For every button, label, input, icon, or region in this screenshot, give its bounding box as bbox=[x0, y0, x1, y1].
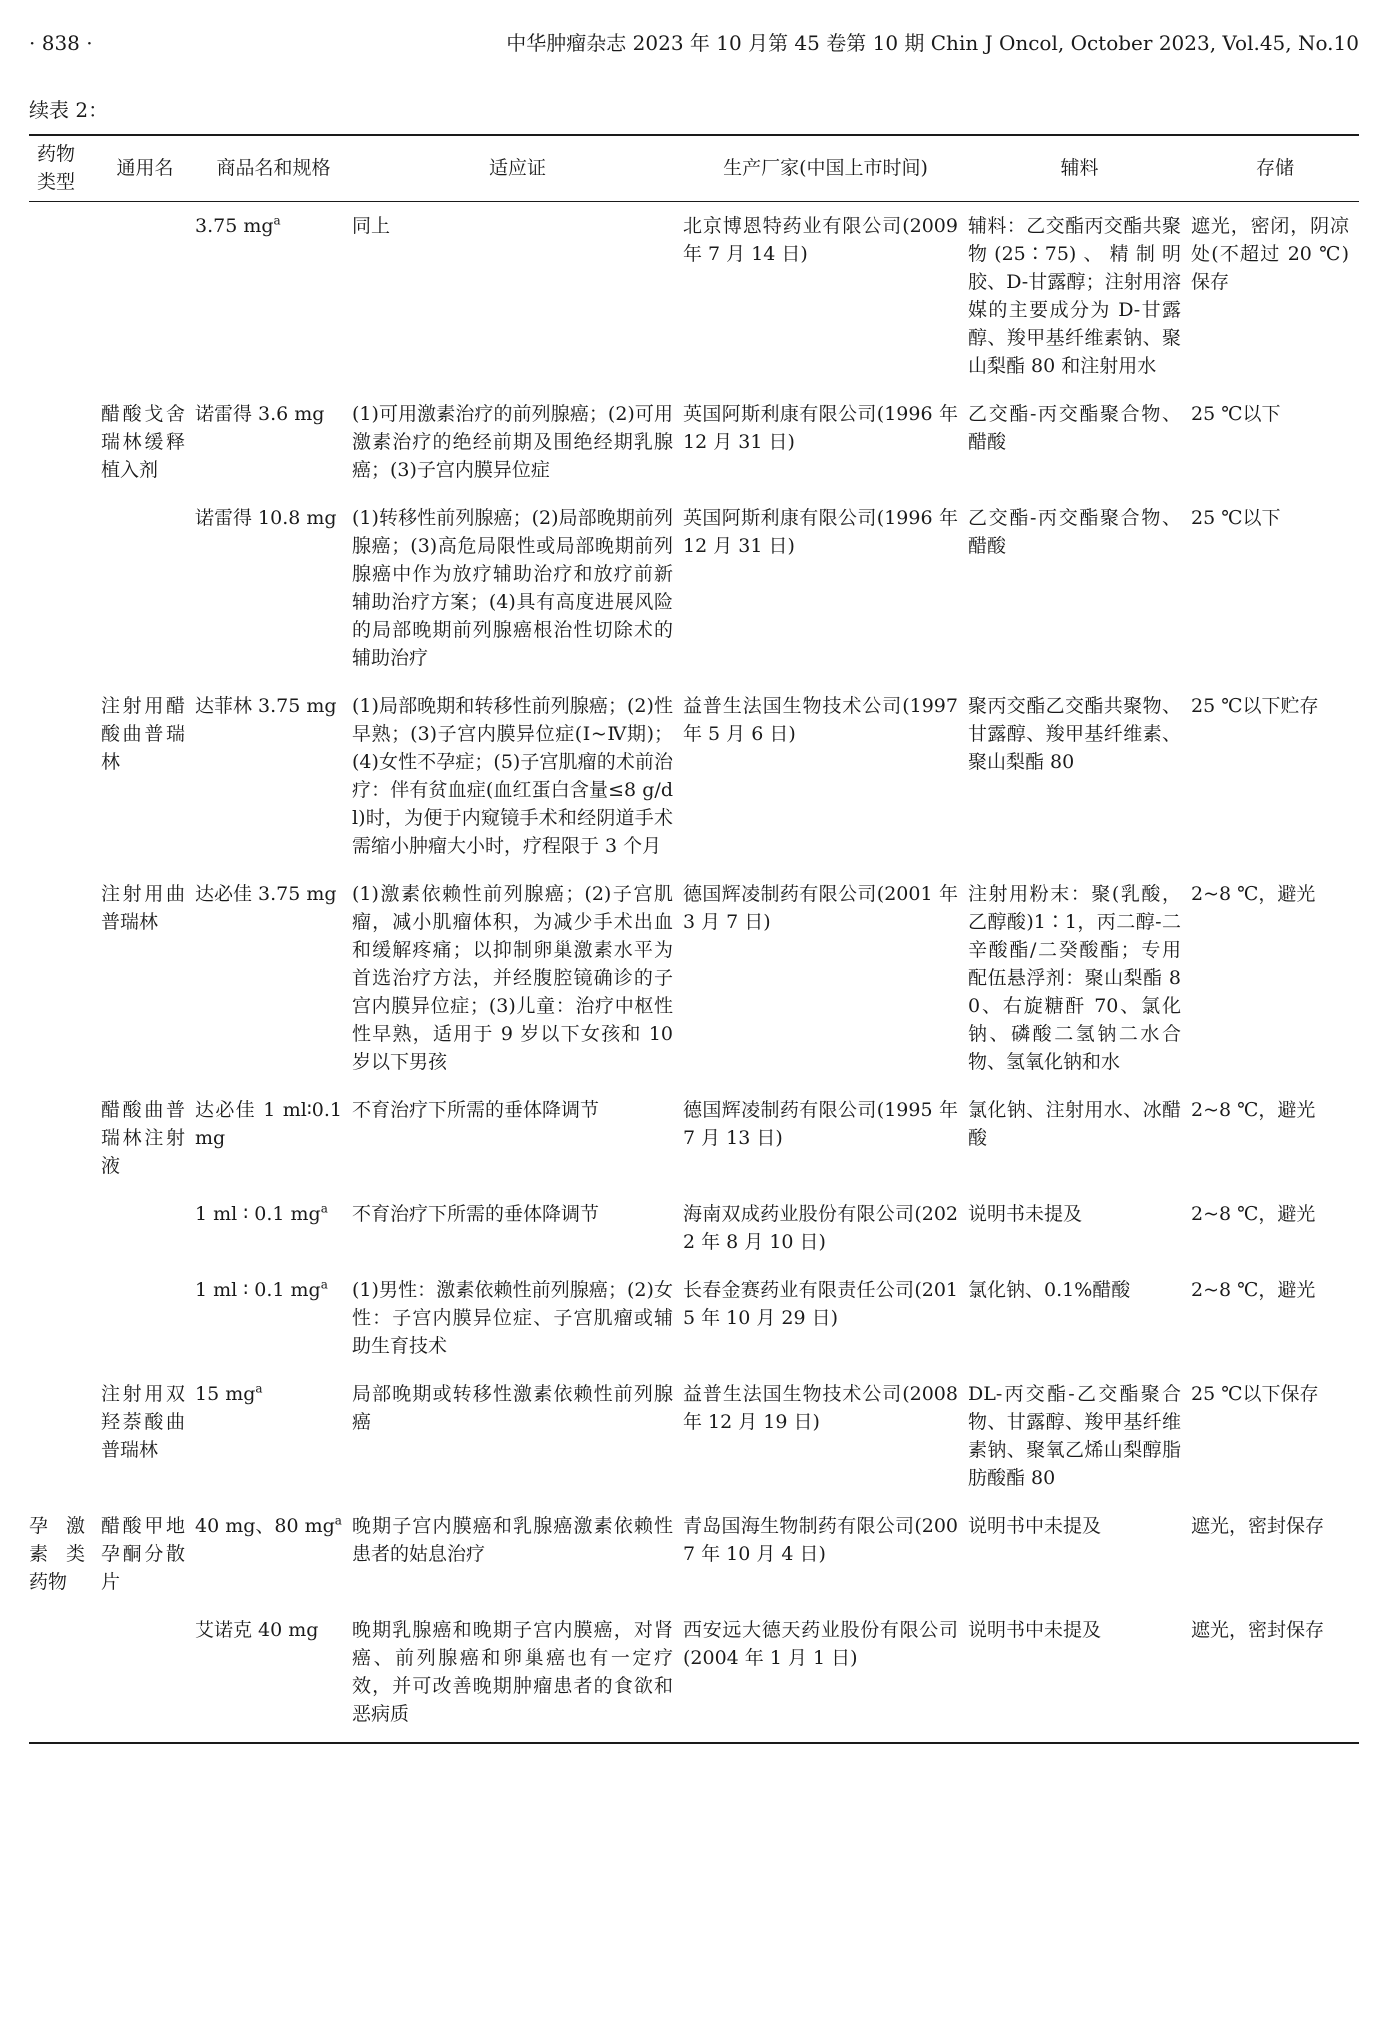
cell-manufacturer bbox=[683, 1266, 968, 1370]
cell-indication-text: 同上 bbox=[352, 214, 391, 237]
cell-manufacturer-text: 德国辉凌制药有限公司(2001 年 3 月 7 日) bbox=[683, 882, 958, 933]
cell-manufacturer-text: 德国辉凌制药有限公司(1995 年 7 月 13 日) bbox=[683, 1098, 958, 1149]
cell-drug-type bbox=[29, 1266, 95, 1370]
cell-storage-text: 遮光，密封保存 bbox=[1191, 1514, 1325, 1537]
cell-storage bbox=[1191, 1190, 1359, 1266]
cell-excipients bbox=[968, 1370, 1191, 1502]
cell-generic-name-text: 醋酸甲地孕酮分散片 bbox=[101, 1514, 185, 1593]
cell-manufacturer bbox=[683, 682, 968, 870]
cell-drug-type bbox=[29, 1606, 95, 1743]
cell-manufacturer bbox=[683, 201, 968, 390]
cell-storage-text: 2~8 ℃，避光 bbox=[1191, 1278, 1316, 1301]
cell-generic-name bbox=[95, 1086, 195, 1190]
cell-generic-name-text: 醋酸曲普瑞林注射液 bbox=[101, 1098, 185, 1177]
cell-manufacturer bbox=[683, 1370, 968, 1502]
cell-indication bbox=[352, 201, 683, 390]
cell-brand-spec bbox=[195, 201, 352, 390]
cell-indication bbox=[352, 1370, 683, 1502]
cell-brand-spec-text: 15 mg bbox=[195, 1382, 256, 1405]
cell-drug-type bbox=[29, 201, 95, 390]
cell-manufacturer-text: 益普生法国生物技术公司(1997 年 5 月 6 日) bbox=[683, 694, 958, 745]
footnote-marker: a bbox=[334, 1513, 342, 1528]
cell-excipients-text: 乙交酯-丙交酯聚合物、醋酸 bbox=[968, 402, 1181, 453]
cell-generic-name-text: 注射用醋酸曲普瑞林 bbox=[101, 694, 185, 773]
cell-storage-text: 遮光，密闭，阴凉处(不超过 20 ℃)保存 bbox=[1191, 214, 1349, 293]
cell-excipients-text: 乙交酯-丙交酯聚合物、醋酸 bbox=[968, 506, 1181, 557]
cell-brand-spec-text: 3.75 mg bbox=[195, 214, 274, 237]
cell-storage-text: 2~8 ℃，避光 bbox=[1191, 1098, 1316, 1121]
cell-indication-text: (1)激素依赖性前列腺癌；(2)子宫肌瘤，减小肌瘤体积，为减少手术出血和缓解疼痛；以抑制卵巢激素水平为首选治疗方法，并经腹腔镜确诊的子宫内膜异位症；(3)儿童：治疗中枢性性早熟，适用于 9 岁以下女孩和 10 岁以下男孩 bbox=[352, 882, 673, 1073]
cell-manufacturer bbox=[683, 1606, 968, 1743]
header-excipients: 辅料 bbox=[968, 135, 1191, 201]
cell-excipients bbox=[968, 494, 1191, 682]
table-row bbox=[29, 390, 1359, 494]
table-row bbox=[29, 1190, 1359, 1266]
cell-brand-spec bbox=[195, 682, 352, 870]
cell-generic-name-text: 注射用双羟萘酸曲普瑞林 bbox=[101, 1382, 185, 1461]
cell-storage bbox=[1191, 1266, 1359, 1370]
journal-citation: 中华肿瘤杂志 2023 年 10 月第 45 卷第 10 期 Chin J Oncol, October 2023, Vol.45, No.10 bbox=[506, 31, 1359, 55]
cell-indication bbox=[352, 1190, 683, 1266]
cell-drug-type bbox=[29, 870, 95, 1086]
cell-drug-type bbox=[29, 682, 95, 870]
cell-excipients bbox=[968, 1086, 1191, 1190]
cell-brand-spec-text: 诺雷得 10.8 mg bbox=[195, 506, 337, 529]
cell-brand-spec bbox=[195, 1266, 352, 1370]
cell-manufacturer-text: 西安远大德天药业股份有限公司(2004 年 1 月 1 日) bbox=[683, 1618, 958, 1669]
cell-storage-text: 2~8 ℃，避光 bbox=[1191, 1202, 1316, 1225]
cell-indication-text: (1)可用激素治疗的前列腺癌；(2)可用激素治疗的绝经前期及围绝经期乳腺癌；(3)子宫内膜异位症 bbox=[352, 402, 673, 481]
cell-drug-type bbox=[29, 494, 95, 682]
cell-generic-name-text: 醋酸戈舍瑞林缓释植入剂 bbox=[101, 402, 185, 481]
cell-indication bbox=[352, 390, 683, 494]
header-brand-spec: 商品名和规格 bbox=[195, 135, 352, 201]
footnote-marker: a bbox=[320, 1201, 328, 1216]
cell-brand-spec bbox=[195, 1606, 352, 1743]
cell-indication bbox=[352, 1086, 683, 1190]
cell-indication-text: 不育治疗下所需的垂体降调节 bbox=[352, 1202, 600, 1225]
cell-excipients bbox=[968, 1190, 1191, 1266]
cell-excipients bbox=[968, 682, 1191, 870]
table-row bbox=[29, 201, 1359, 390]
cell-brand-spec-text: 1 ml ∶ 0.1 mg bbox=[195, 1202, 321, 1225]
cell-manufacturer-text: 青岛国海生物制药有限公司(2007 年 10 月 4 日) bbox=[683, 1514, 958, 1565]
cell-generic-name bbox=[95, 1606, 195, 1743]
cell-manufacturer-text: 海南双成药业股份有限公司(2022 年 8 月 10 日) bbox=[683, 1202, 958, 1253]
cell-storage bbox=[1191, 1606, 1359, 1743]
cell-storage bbox=[1191, 494, 1359, 682]
cell-manufacturer-text: 英国阿斯利康有限公司(1996 年 12 月 31 日) bbox=[683, 402, 958, 453]
cell-drug-type-text: 孕激素类药物 bbox=[29, 1514, 85, 1593]
page-header bbox=[29, 28, 1359, 58]
cell-excipients bbox=[968, 1266, 1191, 1370]
cell-storage-text: 遮光，密封保存 bbox=[1191, 1618, 1325, 1641]
cell-excipients-text: 氯化钠、0.1%醋酸 bbox=[968, 1278, 1131, 1301]
table-row bbox=[29, 1606, 1359, 1743]
table-row bbox=[29, 494, 1359, 682]
cell-excipients bbox=[968, 870, 1191, 1086]
cell-excipients-text: 说明书中未提及 bbox=[968, 1618, 1102, 1641]
cell-excipients-text: 说明书中未提及 bbox=[968, 1514, 1102, 1537]
cell-indication-text: 局部晚期或转移性激素依赖性前列腺癌 bbox=[352, 1382, 673, 1433]
cell-brand-spec-text: 达必佳 1 ml∶0.1 mg bbox=[195, 1098, 342, 1149]
cell-manufacturer bbox=[683, 494, 968, 682]
header-manufacturer: 生产厂家(中国上市时间) bbox=[683, 135, 968, 201]
cell-drug-type bbox=[29, 1502, 95, 1606]
cell-brand-spec bbox=[195, 1086, 352, 1190]
cell-brand-spec-text: 诺雷得 3.6 mg bbox=[195, 402, 325, 425]
cell-storage-text: 25 ℃以下 bbox=[1191, 506, 1281, 529]
cell-generic-name bbox=[95, 1502, 195, 1606]
cell-storage bbox=[1191, 201, 1359, 390]
cell-manufacturer bbox=[683, 1502, 968, 1606]
cell-generic-name bbox=[95, 1190, 195, 1266]
cell-indication-text: (1)转移性前列腺癌；(2)局部晚期前列腺癌；(3)高危局限性或局部晚期前列腺癌中作为放疗辅助治疗和放疗前新辅助治疗方案；(4)具有高度进展风险的局部晚期前列腺癌根治性切除术的辅助治疗 bbox=[352, 506, 673, 669]
cell-manufacturer-text: 长春金赛药业有限责任公司(2015 年 10 月 29 日) bbox=[683, 1278, 958, 1329]
cell-generic-name bbox=[95, 494, 195, 682]
cell-generic-name bbox=[95, 1266, 195, 1370]
cell-excipients bbox=[968, 1502, 1191, 1606]
table-row bbox=[29, 1086, 1359, 1190]
cell-storage-text: 2~8 ℃，避光 bbox=[1191, 882, 1316, 905]
cell-generic-name-text: 注射用曲普瑞林 bbox=[101, 882, 185, 933]
header-indication: 适应证 bbox=[352, 135, 683, 201]
cell-storage-text: 25 ℃以下 bbox=[1191, 402, 1281, 425]
cell-brand-spec bbox=[195, 1502, 352, 1606]
page-number: · 838 · bbox=[29, 31, 93, 55]
cell-storage bbox=[1191, 1370, 1359, 1502]
cell-indication-text: (1)男性：激素依赖性前列腺癌；(2)女性：子宫内膜异位症、子宫肌瘤或辅助生育技术 bbox=[352, 1278, 673, 1357]
cell-excipients-text: 氯化钠、注射用水、冰醋酸 bbox=[968, 1098, 1181, 1149]
table-caption: 续表 2： bbox=[29, 98, 109, 122]
cell-brand-spec bbox=[195, 390, 352, 494]
cell-indication-text: 晚期乳腺癌和晚期子宫内膜癌，对肾癌、前列腺癌和卵巢癌也有一定疗效，并可改善晚期肿瘤患者的食欲和恶病质 bbox=[352, 1618, 673, 1725]
cell-storage bbox=[1191, 1502, 1359, 1606]
cell-indication bbox=[352, 1502, 683, 1606]
cell-manufacturer-text: 英国阿斯利康有限公司(1996 年 12 月 31 日) bbox=[683, 506, 958, 557]
cell-manufacturer-text: 北京博恩特药业有限公司(2009 年 7 月 14 日) bbox=[683, 214, 958, 265]
cell-storage-text: 25 ℃以下保存 bbox=[1191, 1382, 1319, 1405]
cell-brand-spec-text: 40 mg、80 mg bbox=[195, 1514, 335, 1537]
cell-excipients bbox=[968, 201, 1191, 390]
cell-excipients bbox=[968, 1606, 1191, 1743]
cell-indication-text: 晚期子宫内膜癌和乳腺癌激素依赖性患者的姑息治疗 bbox=[352, 1514, 673, 1565]
cell-drug-type bbox=[29, 1086, 95, 1190]
cell-excipients-text: 说明书未提及 bbox=[968, 1202, 1083, 1225]
table-row bbox=[29, 870, 1359, 1086]
cell-generic-name bbox=[95, 390, 195, 494]
cell-generic-name bbox=[95, 870, 195, 1086]
footnote-marker: a bbox=[255, 1381, 263, 1396]
cell-brand-spec-text: 达菲林 3.75 mg bbox=[195, 694, 337, 717]
cell-excipients bbox=[968, 390, 1191, 494]
cell-indication bbox=[352, 682, 683, 870]
drug-table bbox=[29, 134, 1359, 1744]
cell-brand-spec-text: 艾诺克 40 mg bbox=[195, 1618, 319, 1641]
cell-excipients-text: 辅料：乙交酯丙交酯共聚物(25∶75)、精制明胶、D-甘露醇；注射用溶媒的主要成分为 D-甘露醇、羧甲基纤维素钠、聚山梨酯 80 和注射用水 bbox=[968, 214, 1181, 377]
cell-generic-name bbox=[95, 1370, 195, 1502]
table-body bbox=[29, 201, 1359, 1743]
cell-manufacturer-text: 益普生法国生物技术公司(2008 年 12 月 19 日) bbox=[683, 1382, 958, 1433]
cell-brand-spec bbox=[195, 870, 352, 1086]
cell-storage bbox=[1191, 1086, 1359, 1190]
cell-drug-type bbox=[29, 390, 95, 494]
cell-generic-name bbox=[95, 201, 195, 390]
cell-manufacturer bbox=[683, 870, 968, 1086]
cell-storage bbox=[1191, 390, 1359, 494]
cell-storage bbox=[1191, 870, 1359, 1086]
cell-storage-text: 25 ℃以下贮存 bbox=[1191, 694, 1319, 717]
cell-indication bbox=[352, 1606, 683, 1743]
cell-brand-spec-text: 达必佳 3.75 mg bbox=[195, 882, 337, 905]
header-generic-name: 通用名 bbox=[95, 135, 195, 201]
cell-brand-spec bbox=[195, 1370, 352, 1502]
cell-excipients-text: 注射用粉末：聚(乳酸，乙醇酸)1∶1，丙二醇-二辛酸酯/二癸酸酯；专用配伍悬浮剂：聚山梨酯 80、右旋糖酐 70、氯化钠、磷酸二氢钠二水合物、氢氧化钠和水 bbox=[968, 882, 1181, 1073]
footnote-marker: a bbox=[273, 213, 281, 228]
cell-manufacturer bbox=[683, 1086, 968, 1190]
cell-generic-name bbox=[95, 682, 195, 870]
header-drug-type: 药物类型 bbox=[29, 135, 95, 201]
cell-excipients-text: 聚丙交酯乙交酯共聚物、甘露醇、羧甲基纤维素、聚山梨酯 80 bbox=[968, 694, 1181, 773]
table-row bbox=[29, 1502, 1359, 1606]
table-header-row bbox=[29, 135, 1359, 201]
cell-drug-type bbox=[29, 1190, 95, 1266]
footnote-marker: a bbox=[320, 1277, 328, 1292]
cell-indication bbox=[352, 494, 683, 682]
cell-brand-spec bbox=[195, 494, 352, 682]
cell-brand-spec bbox=[195, 1190, 352, 1266]
cell-manufacturer bbox=[683, 390, 968, 494]
cell-indication bbox=[352, 1266, 683, 1370]
header-storage: 存储 bbox=[1191, 135, 1359, 201]
cell-drug-type bbox=[29, 1370, 95, 1502]
table-row bbox=[29, 682, 1359, 870]
cell-manufacturer bbox=[683, 1190, 968, 1266]
cell-indication-text: 不育治疗下所需的垂体降调节 bbox=[352, 1098, 600, 1121]
cell-indication-text: (1)局部晚期和转移性前列腺癌；(2)性早熟；(3)子宫内膜异位症(Ⅰ~Ⅳ期)；(4)女性不孕症；(5)子宫肌瘤的术前治疗：伴有贫血症(血红蛋白含量≤8 g/dl)时，为便于内窥镜手术和经阴道手术需缩小肿瘤大小时，疗程限于 3 个月 bbox=[352, 694, 673, 857]
cell-indication bbox=[352, 870, 683, 1086]
cell-storage bbox=[1191, 682, 1359, 870]
cell-excipients-text: DL-丙交酯-乙交酯聚合物、甘露醇、羧甲基纤维素钠、聚氧乙烯山梨醇脂肪酸酯 80 bbox=[968, 1382, 1181, 1489]
table-row bbox=[29, 1370, 1359, 1502]
table-row bbox=[29, 1266, 1359, 1370]
cell-brand-spec-text: 1 ml ∶ 0.1 mg bbox=[195, 1278, 321, 1301]
